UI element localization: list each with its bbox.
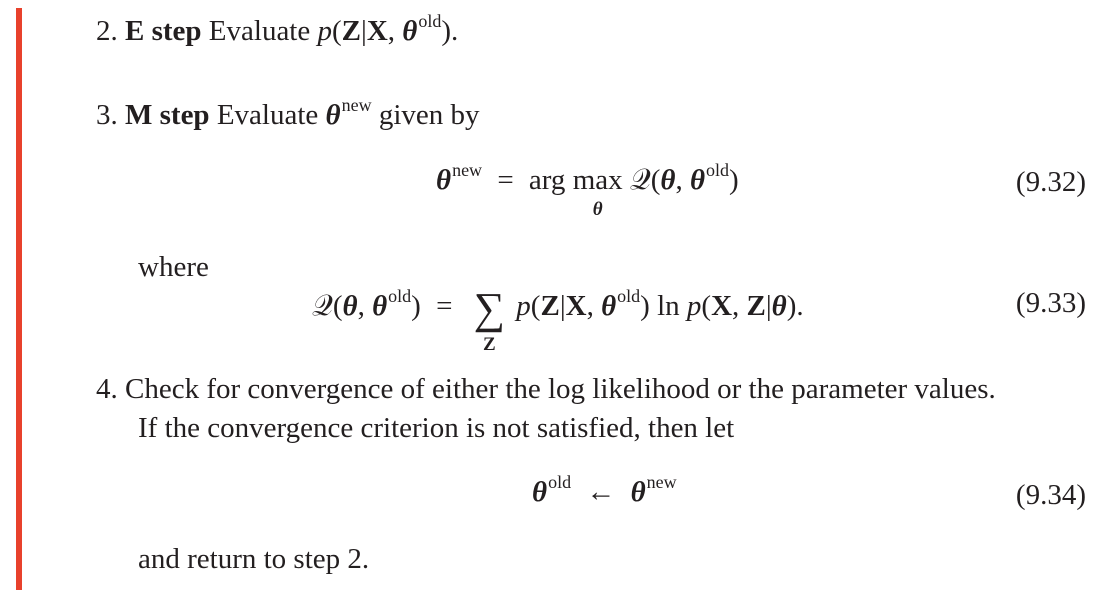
- step-4-line-1: [96, 375, 996, 404]
- step-4-text-2: If the convergence criterion is not satisfied, then let: [138, 412, 735, 444]
- step-3-title: M step: [125, 99, 210, 131]
- equation-9-32: $\theta^{new}$ = arg max θ 𝒬(θ, $\theta^{old}$): [436, 160, 739, 220]
- argmax-subscript: θ: [592, 199, 603, 220]
- step-4-number: 4.: [96, 373, 118, 405]
- step-4-closing: and return to step 2.: [138, 543, 370, 575]
- step-2-formula: p(Z|X, $\theta^{old}$).: [317, 11, 459, 47]
- step-4-text-1: Check for convergence of either the log likelihood or the parameter values.: [125, 373, 996, 405]
- sum-subscript: Z: [483, 334, 496, 355]
- where-label: where: [138, 251, 209, 283]
- step-3-text-after: given by: [378, 99, 480, 131]
- step-2-title: E step: [125, 15, 202, 47]
- step-3-line: [96, 95, 480, 131]
- equation-number-9-34: (9.34): [1015, 479, 1086, 511]
- step-2-number: 2.: [96, 15, 118, 47]
- accent-bar: [16, 8, 22, 590]
- equation-number-9-32: (9.32): [1015, 166, 1086, 198]
- equation-9-34: $\theta^{old}$ ← $\theta^{new}$: [532, 472, 677, 508]
- step-2-line: [96, 11, 459, 47]
- equation-number-9-33: (9.33): [1015, 287, 1086, 319]
- step-2-text: Evaluate: [208, 15, 311, 47]
- sum-symbol: ∑: [473, 284, 506, 333]
- step-3-number: 3.: [96, 99, 118, 131]
- step-3-theta-new: $\theta^{new}$: [325, 95, 372, 131]
- step-3-text: Evaluate: [216, 99, 319, 131]
- equation-9-33: 𝒬(θ, $\theta^{old}$) = ∑ Z p(Z|X, $\theta^{old}$) ln p(X, Z|θ).: [312, 284, 804, 355]
